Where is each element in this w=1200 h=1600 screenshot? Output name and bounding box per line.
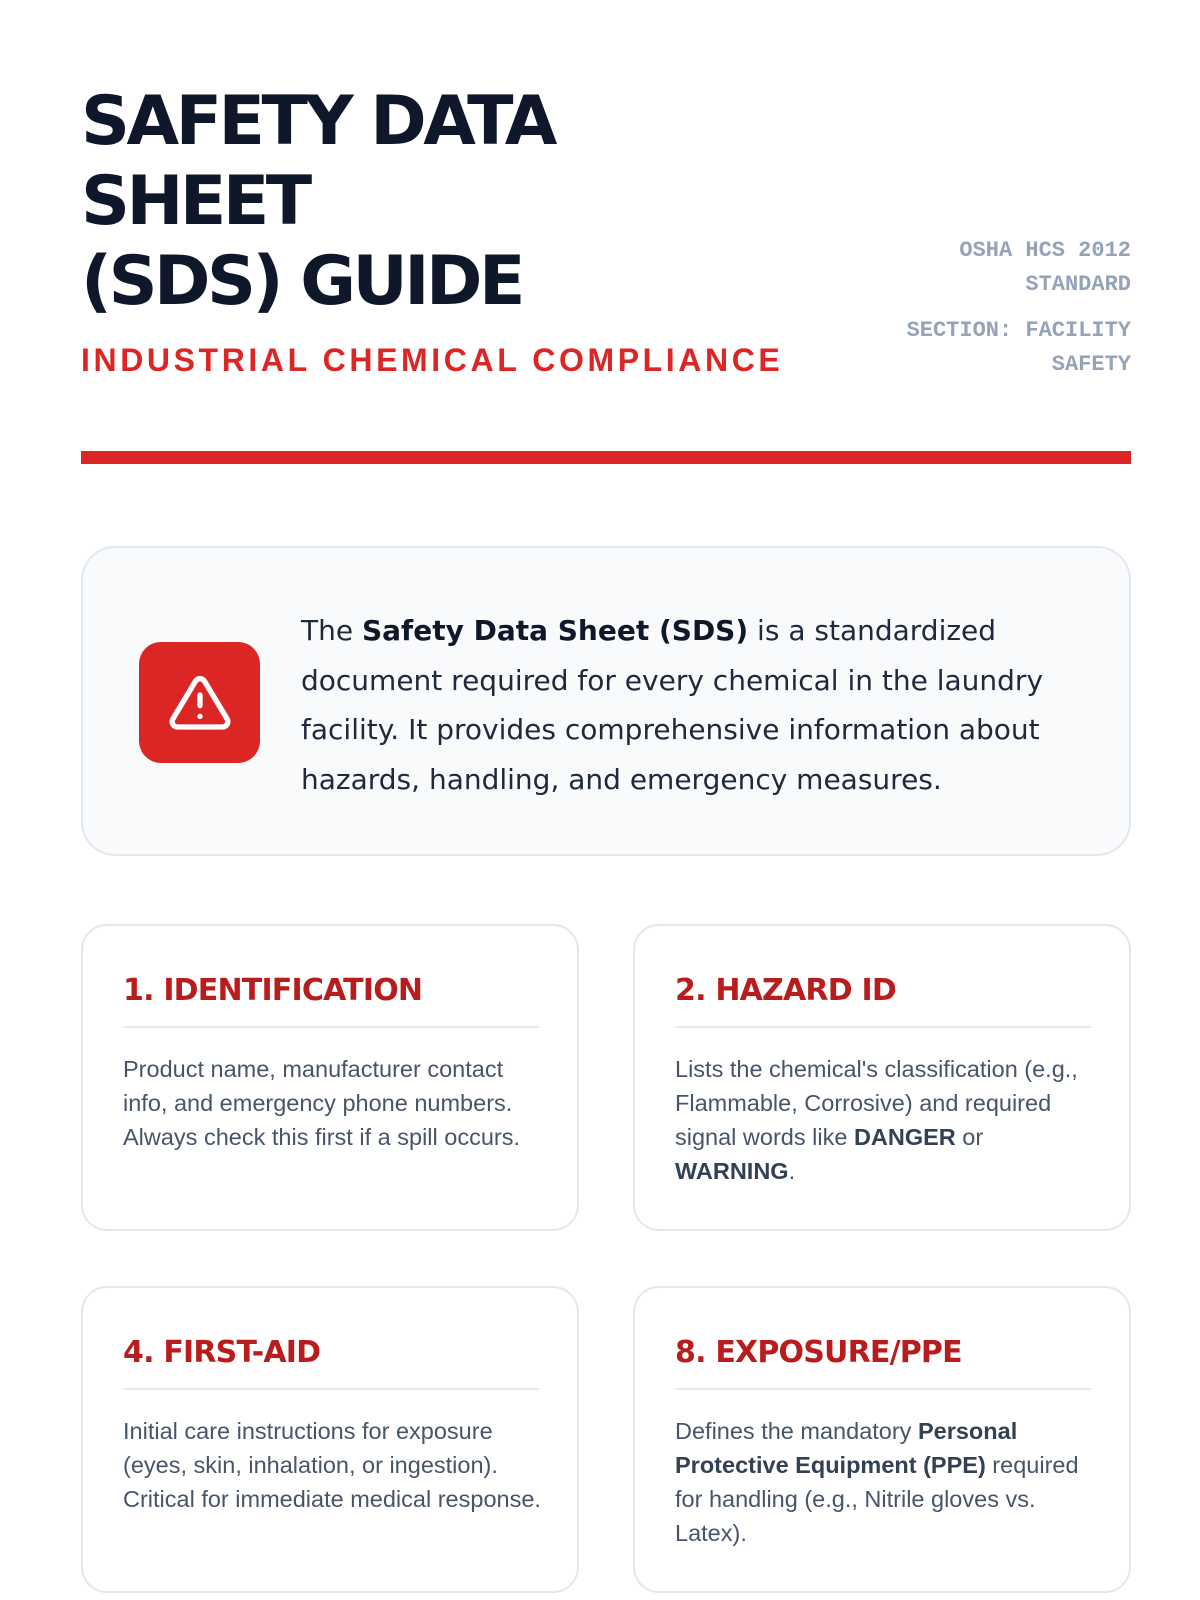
page-header	[81, 82, 1131, 382]
page-title	[81, 82, 721, 322]
card-divider	[123, 1026, 539, 1028]
card-body: Initial care instructions for exposure (eyes, skin, inhalation, or ingestion). Critical for immediate medical response.	[123, 1418, 541, 1512]
card-body-part-2: or	[955, 1124, 984, 1150]
card-divider	[675, 1388, 1091, 1390]
intro-text	[301, 606, 1091, 804]
ppe-term: Personal Protective Equipment (PPE)	[675, 1418, 1018, 1478]
title-line-3: (SDS) GUIDE	[81, 242, 522, 321]
meta-section-line-2: SAFETY	[1051, 352, 1131, 377]
intro-callout	[81, 546, 1131, 856]
meta-section-line-1: SECTION: FACILITY	[906, 318, 1131, 343]
card-identification	[81, 924, 579, 1231]
page-subtitle: INDUSTRIAL CHEMICAL COMPLIANCE	[81, 342, 784, 378]
meta-standard-line-1: OSHA HCS 2012	[959, 238, 1131, 263]
header-meta	[871, 234, 1131, 382]
card-hazard-id	[633, 924, 1131, 1231]
card-title: 8. EXPOSURE/PPE	[675, 1335, 962, 1370]
warning-icon-tile	[139, 642, 260, 763]
warning-triangle-icon	[168, 671, 232, 735]
intro-text-before: The	[301, 614, 362, 647]
card-first-aid	[81, 1286, 579, 1593]
header-divider	[81, 451, 1131, 464]
card-body-part-3: .	[788, 1158, 796, 1184]
card-divider	[123, 1388, 539, 1390]
card-body-part-1: Lists the chemical's classification (e.g., Flammable, Corrosive) and required signal words like	[675, 1056, 1078, 1150]
meta-gap	[871, 302, 1131, 314]
title-line-1: SAFETY DATA	[81, 82, 554, 161]
card-title: 2. HAZARD ID	[675, 973, 896, 1008]
card-body	[675, 1414, 1095, 1550]
card-body-part-1: Defines the mandatory	[675, 1418, 918, 1444]
intro-text-after: is a standardized document required for every chemical in the laundry facility. It provides comprehensive information about hazards, handling, and emergency measures.	[301, 614, 1044, 796]
card-body-part-2: required for handling (e.g., Nitrile gloves vs. Latex).	[675, 1452, 1079, 1546]
card-exposure-ppe	[633, 1286, 1131, 1593]
signal-word-warning: WARNING	[675, 1158, 789, 1184]
card-divider	[675, 1026, 1091, 1028]
card-title: 1. IDENTIFICATION	[123, 973, 423, 1008]
card-body	[675, 1052, 1095, 1188]
signal-word-danger: DANGER	[853, 1124, 956, 1150]
card-title: 4. FIRST-AID	[123, 1335, 321, 1370]
meta-standard-line-2: STANDARD	[1025, 272, 1131, 297]
card-body: Product name, manufacturer contact info, and emergency phone numbers. Always check this first if a spill occurs.	[123, 1056, 520, 1150]
sds-guide-page	[81, 0, 1131, 1600]
title-line-2: SHEET	[81, 162, 309, 241]
intro-text-bold: Safety Data Sheet (SDS)	[361, 614, 749, 647]
